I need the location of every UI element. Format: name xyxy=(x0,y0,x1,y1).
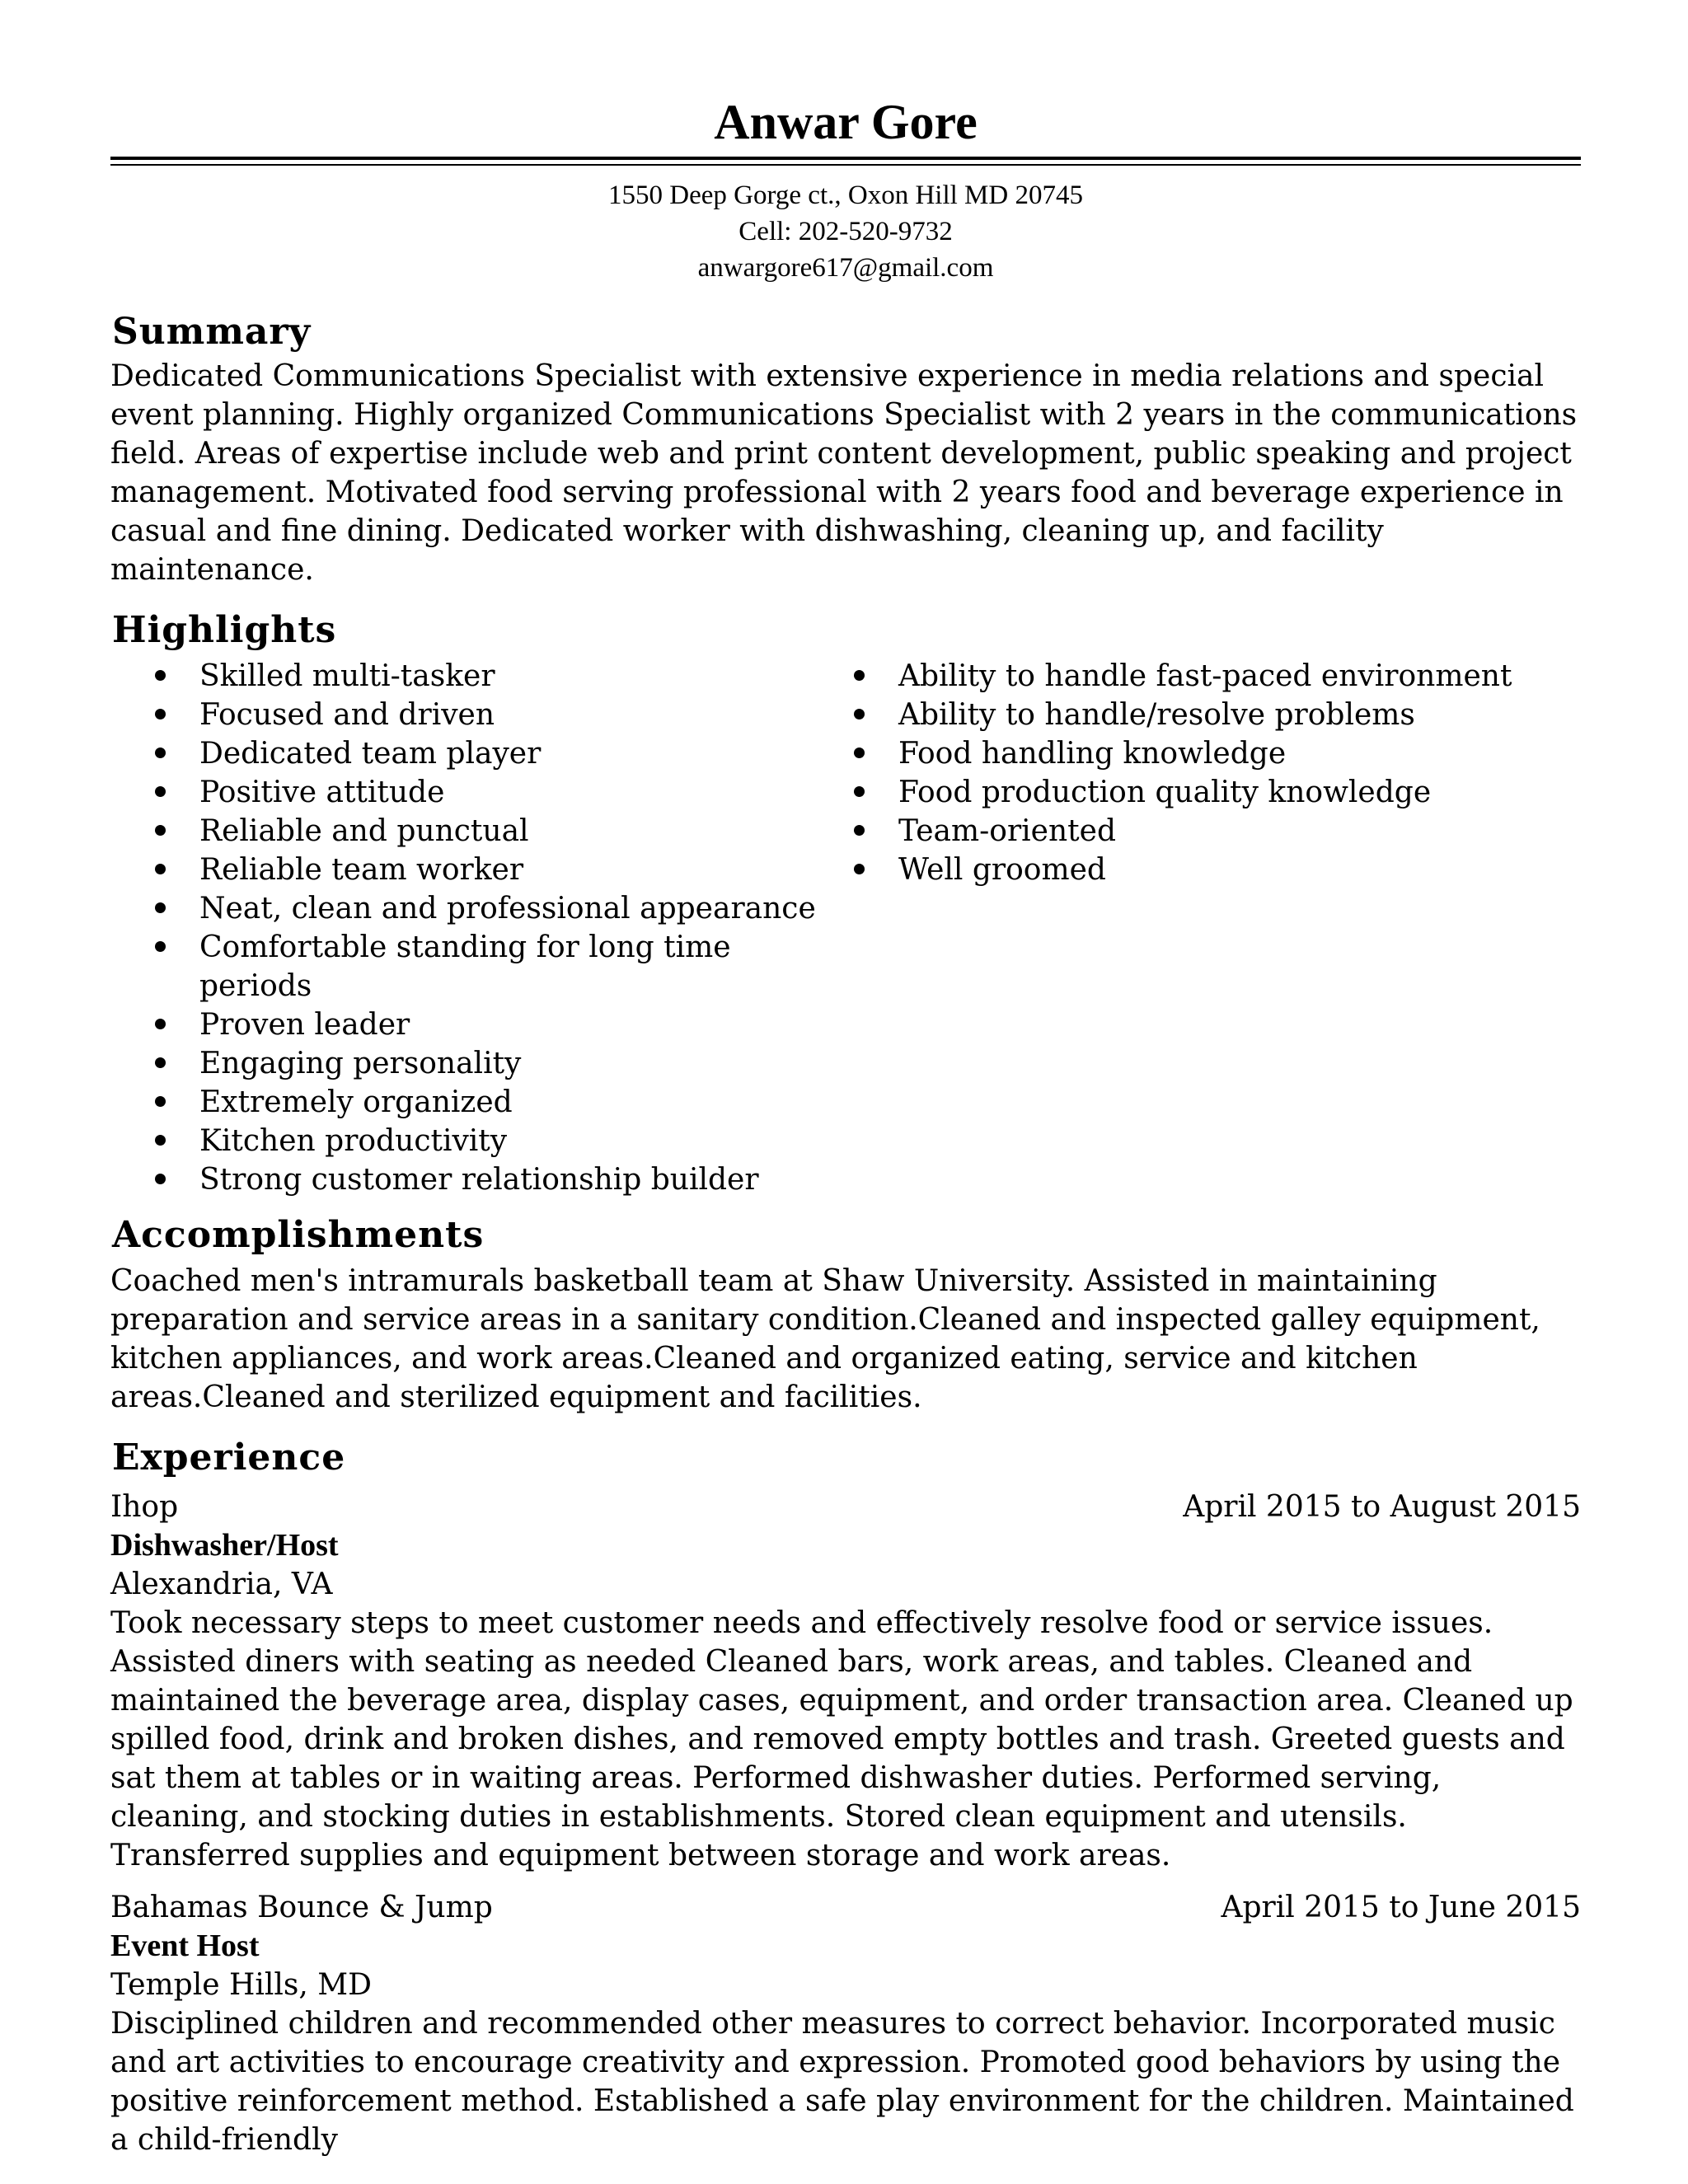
highlights-right-column xyxy=(848,657,1581,1199)
bullet-icon xyxy=(854,670,865,681)
job-description: Took necessary steps to meet customer needs and effectively resolve food or service issues. Assisted diners with seating as needed Cleaned bars, work areas, and tables. Cleaned and maintained the beverage area, display cases, equipment, and order transaction area. Cleaned up spilled food, drink and broken dishes, and removed empty bottles and trash. Greeted guests and sat them at tables or in waiting areas. Performed dishwasher duties. Performed serving, cleaning, and stocking duties in establishments. Stored clean equipment and utensils. Transferred supplies and equipment between storage and work areas. xyxy=(110,1606,1573,1872)
job-entry xyxy=(110,1488,1581,1875)
highlight-item: Extremely organized xyxy=(153,1083,848,1122)
highlight-item: Kitchen productivity xyxy=(153,1122,848,1160)
job-title: Event Host xyxy=(110,1929,260,1963)
bullet-icon xyxy=(854,786,865,797)
summary-heading: Summary xyxy=(112,311,312,353)
job-location: Temple Hills, MD xyxy=(110,1968,372,2002)
header-divider xyxy=(110,157,1581,166)
highlight-item: Food handling knowledge xyxy=(852,734,1581,773)
bullet-icon xyxy=(155,1057,166,1068)
highlight-item: Skilled multi-tasker xyxy=(153,657,848,696)
highlight-item: Comfortable standing for long time periods xyxy=(153,928,848,1005)
bullet-icon xyxy=(155,941,166,952)
experience-heading: Experience xyxy=(112,1436,346,1479)
job-dates: April 2015 to June 2015 xyxy=(1221,1891,1581,1924)
bullet-icon xyxy=(155,1135,166,1146)
bullet-icon xyxy=(854,748,865,758)
highlight-item: Ability to handle fast-paced environment xyxy=(852,657,1581,696)
highlights-heading: Highlights xyxy=(112,609,337,651)
bullet-icon xyxy=(155,670,166,681)
bullet-icon xyxy=(155,1019,166,1029)
job-entry xyxy=(110,1888,1581,2159)
highlight-item: Proven leader xyxy=(153,1005,848,1044)
job-location: Alexandria, VA xyxy=(110,1568,333,1601)
highlight-item: Reliable team worker xyxy=(153,851,848,889)
highlight-item: Food production quality knowledge xyxy=(852,773,1581,812)
bullet-icon xyxy=(155,709,166,719)
highlight-item: Engaging personality xyxy=(153,1044,848,1083)
highlight-item: Well groomed xyxy=(852,851,1581,889)
resume-page xyxy=(110,0,1581,2159)
highlights-left-column xyxy=(110,657,848,1199)
address: 1550 Deep Gorge ct., Oxon Hill MD 20745 xyxy=(608,180,1083,210)
accomplishments-heading: Accomplishments xyxy=(112,1214,485,1256)
highlight-item: Dedicated team player xyxy=(153,734,848,773)
bullet-icon xyxy=(155,786,166,797)
highlight-item: Team-oriented xyxy=(852,812,1581,851)
bullet-icon xyxy=(854,825,865,836)
job-dates: April 2015 to August 2015 xyxy=(1183,1490,1581,1524)
job-title: Dishwasher/Host xyxy=(110,1528,339,1563)
job-company: Bahamas Bounce & Jump xyxy=(110,1891,493,1924)
highlight-item: Neat, clean and professional appearance xyxy=(153,889,848,928)
job-description: Disciplined children and recommended other measures to correct behavior. Incorporated music and art activities to encourage creativity and expression. Promoted good behaviors by using the positive reinforcement method. Established a safe play environment for the children. Maintained a child-friendly xyxy=(110,2007,1574,2157)
cell-phone: Cell: 202-520-9732 xyxy=(738,217,953,246)
bullet-icon xyxy=(155,748,166,758)
accomplishments-text: Coached men's intramurals basketball team at Shaw University. Assisted in maintaining preparation and service areas in a sanitary condition.Cleaned and inspected galley equipment, kitchen appliances, and work areas.Cleaned and organized eating, service and kitchen areas.Cleaned and sterilized equipment and facilities. xyxy=(110,1264,1540,1414)
highlight-item: Reliable and punctual xyxy=(153,812,848,851)
bullet-icon xyxy=(155,864,166,874)
bullet-icon xyxy=(155,825,166,836)
bullet-icon xyxy=(155,1174,166,1184)
job-company: Ihop xyxy=(110,1490,179,1524)
highlight-item: Strong customer relationship builder xyxy=(153,1160,848,1199)
bullet-icon xyxy=(854,864,865,874)
highlight-item: Positive attitude xyxy=(153,773,848,812)
bullet-icon xyxy=(854,709,865,719)
summary-text: Dedicated Communications Specialist with extensive experience in media relations and special event planning. Highly organized Communications Specialist with 2 years in the communications field. Areas of expertise include web and print content development, public speaking and project management. Motivated food serving professional with 2 years food and beverage experience in casual and fine dining. Dedicated worker with dishwashing, cleaning up, and facility maintenance. xyxy=(110,359,1578,587)
highlight-item: Focused and driven xyxy=(153,696,848,734)
contact-block xyxy=(110,177,1581,286)
highlights-list xyxy=(110,657,1581,1199)
bullet-icon xyxy=(155,1096,166,1107)
highlight-item: Ability to handle/resolve problems xyxy=(852,696,1581,734)
job-header xyxy=(110,1888,1581,1927)
job-header xyxy=(110,1488,1581,1526)
email: anwargore617@gmail.com xyxy=(697,253,994,283)
bullet-icon xyxy=(155,902,166,913)
candidate-name: Anwar Gore xyxy=(714,95,978,149)
